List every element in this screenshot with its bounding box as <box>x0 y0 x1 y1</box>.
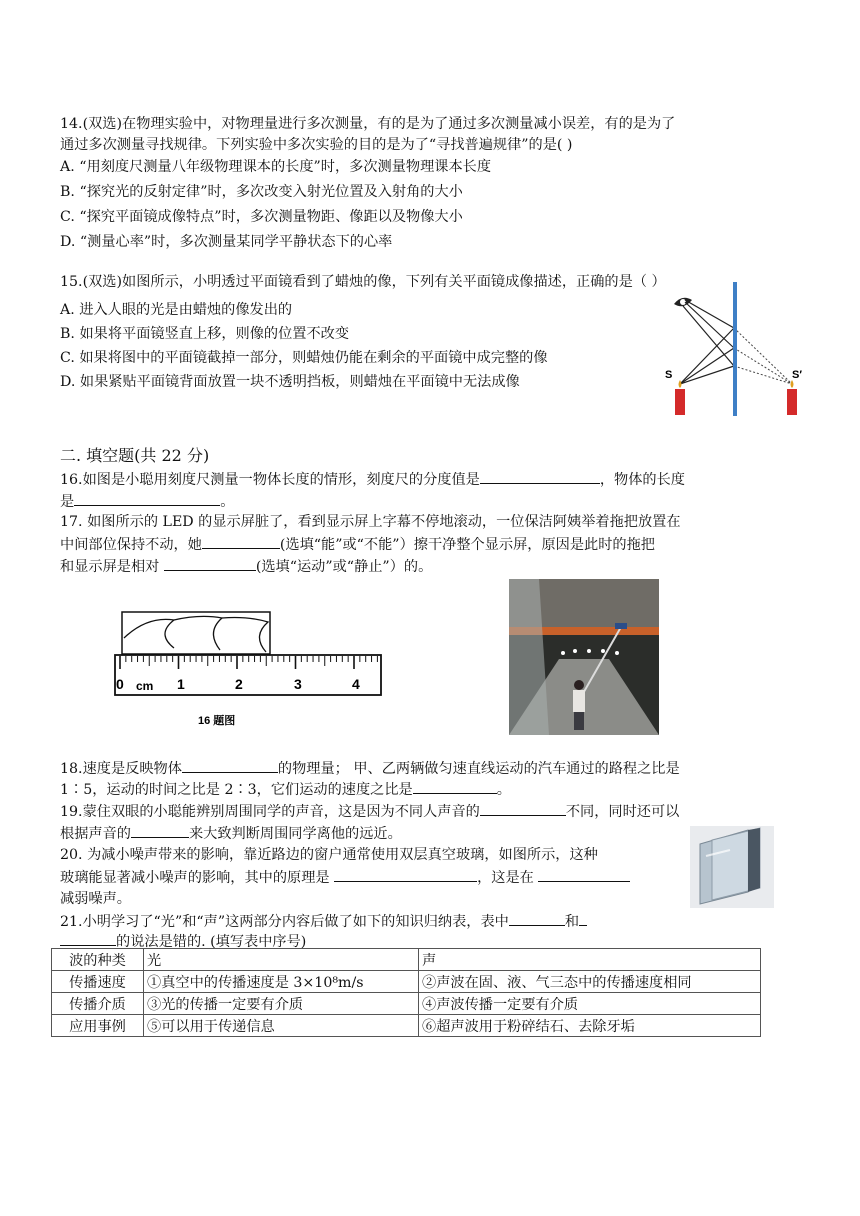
cleaner-figure <box>573 680 585 730</box>
ruler-label-4: 4 <box>352 676 360 692</box>
table-row <box>52 1015 761 1037</box>
table-cell: 传播速度 <box>52 971 144 993</box>
q15-option-c: C. 如果将图中的平面镜截掉一部分，则蜡烛仍能在剩余的平面镜中成完整的像 <box>60 350 548 366</box>
table-cell: ③光的传播一定要有介质 <box>144 993 419 1015</box>
q21-blank-2[interactable] <box>60 931 116 946</box>
q14-stem-line1: 14.(双选)在物理实验中，对物理量进行多次测量，有的是为了通过多次测量减小误差，有的是为了 <box>60 116 676 132</box>
q20-line3: 减弱噪声。 <box>60 891 131 907</box>
table-cell: 声 <box>419 949 761 971</box>
q17-blank-1[interactable] <box>202 534 280 549</box>
measured-object <box>122 612 270 654</box>
q15-stem: 15.(双选)如图所示，小明透过平面镜看到了蜡烛的像，下列有关平面镜成像描述，正确的是（ ） <box>60 274 666 290</box>
q17-line3: 和显示屏是相对 (选填“运动”或“静止”）的。 <box>60 556 432 577</box>
q19-blank-1[interactable] <box>480 801 566 816</box>
candle-image-icon <box>787 380 797 415</box>
q14-option-d: D. “测量心率”时，多次测量某同学平静状态下的心率 <box>60 234 393 250</box>
ruler-label-3: 3 <box>294 676 302 692</box>
q16-line2: 是 。 <box>60 491 234 512</box>
q15-option-b: B. 如果将平面镜竖直上移，则像的位置不改变 <box>60 326 350 342</box>
q19-line1: 19.蒙住双眼的小聪能辨别周围同学的声音，这是因为不同人声音的 不同，同时还可以 <box>60 801 679 822</box>
q16-line1: 16.如图是小聪用刻度尺测量一物体长度的情形，刻度尺的分度值是 ，物体的长度 <box>60 469 685 490</box>
plane-mirror <box>733 282 737 416</box>
table-cell: ⑥超声波用于粉碎结石、去除牙垢 <box>419 1015 761 1037</box>
table-cell: 光 <box>144 949 419 971</box>
q19-blank-2[interactable] <box>131 823 189 838</box>
q18-blank-2[interactable] <box>413 779 497 794</box>
ruler-label-1: 1 <box>177 676 185 692</box>
table-row <box>52 971 761 993</box>
q21-blank-2-start[interactable] <box>579 911 587 926</box>
label-s: S <box>665 369 673 381</box>
q15-option-d: D. 如果紧贴平面镜背面放置一块不透明挡板，则蜡烛在平面镜中无法成像 <box>60 374 520 390</box>
q19-line2: 根据声音的 来大致判断周围同学离他的远近。 <box>60 823 402 844</box>
table-row <box>52 993 761 1015</box>
table-header-row <box>52 949 761 971</box>
q17-line2: 中间部位保持不动，她 (选填“能”或“不能”）擦干净整个显示屏，原因是此时的拖把 <box>60 534 655 555</box>
q20-line2: 玻璃能显著减小噪声的影响，其中的原理是 ，这是在 <box>60 867 630 888</box>
table-cell: 传播介质 <box>52 993 144 1015</box>
knowledge-table <box>51 948 761 1037</box>
q17-blank-2[interactable] <box>164 556 256 571</box>
q18-line2: 1∶5，运动的时间之比是 2∶3，它们运动的速度之比是 。 <box>60 779 511 800</box>
table-cell: ④声波传播一定要有介质 <box>419 993 761 1015</box>
q16-blank-division[interactable] <box>480 469 600 484</box>
q20-line1: 20. 为减小噪声带来的影响，靠近路边的窗户通常使用双层真空玻璃，如图所示，这种 <box>60 847 598 863</box>
q21-blank-1[interactable] <box>509 911 565 926</box>
ruler-label-2: 2 <box>235 676 243 692</box>
section-title: 二. 填空题(共 22 分) <box>60 446 210 465</box>
q18-line1: 18.速度是反映物体 的物理量； 甲、乙两辆做匀速直线运动的汽车通过的路程之比是 <box>60 758 680 779</box>
q14-option-c: C. “探究平面镜成像特点”时，多次测量物距、像距以及物像大小 <box>60 209 463 225</box>
double-glazed-glass-figure <box>690 826 774 908</box>
q21-line2: 的说法是错的. (填写表中序号) <box>60 931 306 952</box>
candle-icon <box>675 380 685 415</box>
label-s-image: S′ <box>792 369 802 381</box>
q14-stem-line2: 通过多次测量寻找规律。下列实验中多次实验的目的是为了“寻找普遍规律”的是( ) <box>60 137 573 153</box>
table-cell: 应用事例 <box>52 1015 144 1037</box>
q14-option-b: B. “探究光的反射定律”时，多次改变入射光位置及入射角的大小 <box>60 184 463 200</box>
ruler-label-0: 0 <box>116 676 124 692</box>
ruler-figure <box>112 608 392 733</box>
q18-blank-1[interactable] <box>182 758 278 773</box>
q20-blank-2[interactable] <box>538 867 630 882</box>
q17-line1: 17. 如图所示的 LED 的显示屏脏了，看到显示屏上字幕不停地滚动，一位保洁阿姨举着拖把放置在 <box>60 514 681 530</box>
plane-mirror-figure <box>660 280 810 420</box>
led-screen-photo <box>509 579 659 735</box>
ruler-caption: 16 题图 <box>198 715 236 727</box>
q14-option-a: A. “用刻度尺测量八年级物理课本的长度”时，多次测量物理课本长度 <box>60 159 492 175</box>
q16-blank-length[interactable] <box>74 491 220 506</box>
table-cell: 波的种类 <box>52 949 144 971</box>
table-cell: ⑤可以用于传递信息 <box>144 1015 419 1037</box>
table-cell: ①真空中的传播速度是 3×10⁸m/s <box>144 971 419 993</box>
q20-blank-1[interactable] <box>334 867 477 882</box>
q15-option-a: A. 进入人眼的光是由蜡烛的像发出的 <box>60 302 293 318</box>
table-cell: ②声波在固、液、气三态中的传播速度相同 <box>419 971 761 993</box>
ruler-unit: cm <box>136 679 154 693</box>
q21-line1: 21.小明学习了“光”和“声”这两部分内容后做了如下的知识归纳表，表中 和 <box>60 911 587 932</box>
